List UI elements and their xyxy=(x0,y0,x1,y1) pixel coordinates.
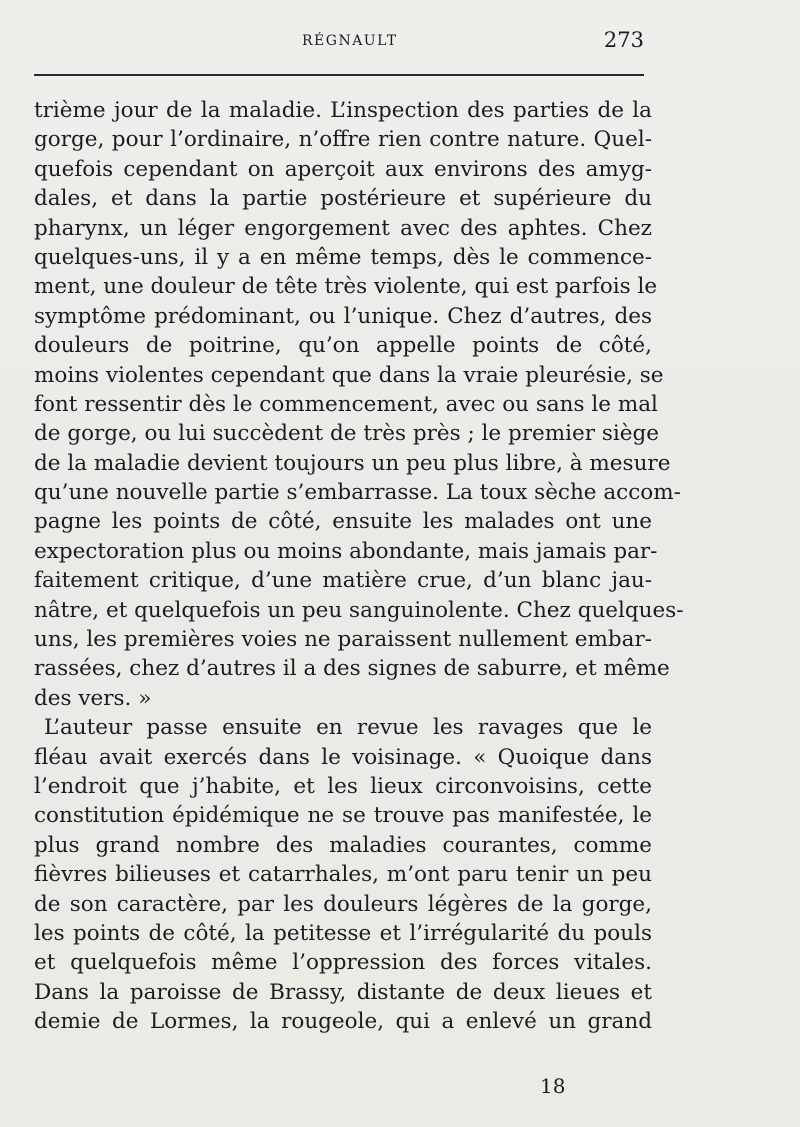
text-line: faitement critique, d’une matière crue, d’un blanc jau- xyxy=(34,568,652,594)
signature-mark: 18 xyxy=(540,1074,566,1098)
text-line: font ressentir dès le commencement, avec ou sans le mal xyxy=(34,391,658,417)
text-line: Dans la paroisse de Brassy, distante de deux lieues et xyxy=(34,979,652,1005)
text-line: quefois cependant on aperçoit aux environs des amyg- xyxy=(34,156,652,182)
text-line: symptôme prédominant, ou l’unique. Chez d’autres, des xyxy=(34,303,652,329)
text-line: pagne les points de côté, ensuite les malades ont une xyxy=(34,509,652,535)
text-line: et quelquefois même l’oppression des forces vitales. xyxy=(34,950,652,976)
text-line: dales, et dans la partie postérieure et supérieure du xyxy=(34,186,652,212)
text-line: de son caractère, par les douleurs légères de la gorge, xyxy=(34,891,652,917)
header-rule xyxy=(34,74,644,76)
text-line: l’endroit que j’habite, et les lieux circonvoisins, cette xyxy=(34,773,652,799)
paragraph-start-line: L’auteur passe ensuite en revue les ravages que le xyxy=(44,715,652,741)
text-line: rassées, chez d’autres il a des signes de saburre, et même xyxy=(34,656,670,682)
running-head: RÉGNAULT xyxy=(302,33,398,49)
body-text xyxy=(34,96,684,1037)
text-line: constitution épidémique ne se trouve pas manifestée, le xyxy=(34,803,652,829)
text-line: plus grand nombre des maladies courantes, comme xyxy=(34,832,652,858)
page-header xyxy=(34,28,644,64)
text-line: quelques-uns, il y a en même temps, dès le commence- xyxy=(34,244,652,270)
page-number: 273 xyxy=(603,28,644,52)
text-line: de gorge, ou lui succèdent de très près ; le premier siège xyxy=(34,421,659,447)
text-line: demie de Lormes, la rougeole, qui a enlevé un grand xyxy=(34,1009,652,1035)
text-line: nâtre, et quelquefois un peu sanguinolente. Chez quelques- xyxy=(34,597,684,623)
text-line: trième jour de la maladie. L’inspection des parties de la xyxy=(34,98,652,123)
text-line: uns, les premières voies ne paraissent nullement embar- xyxy=(34,627,652,653)
text-line: de la maladie devient toujours un peu plus libre, à mesure xyxy=(34,450,671,476)
text-line: gorge, pour l’ordinaire, n’offre rien contre nature. Quel- xyxy=(34,127,652,153)
text-line: les points de côté, la petitesse et l’irrégularité du pouls xyxy=(34,920,652,946)
text-line: fièvres bilieuses et catarrhales, m’ont paru tenir un peu xyxy=(34,862,652,888)
paragraph-end-line: des vers. » xyxy=(34,685,152,711)
text-line: qu’une nouvelle partie s’embarrasse. La toux sèche accom- xyxy=(34,480,681,506)
text-line: expectoration plus ou moins abondante, mais jamais par- xyxy=(34,538,658,564)
text-line: pharynx, un léger engorgement avec des aphtes. Chez xyxy=(34,215,652,241)
text-line: douleurs de poitrine, qu’on appelle points de côté, xyxy=(34,333,652,359)
text-line: ment, une douleur de tête très violente, qui est parfois le xyxy=(34,274,658,300)
text-line: fléau avait exercés dans le voisinage. « Quoique dans xyxy=(34,744,652,770)
text-line: moins violentes cependant que dans la vraie pleurésie, se xyxy=(34,362,664,388)
